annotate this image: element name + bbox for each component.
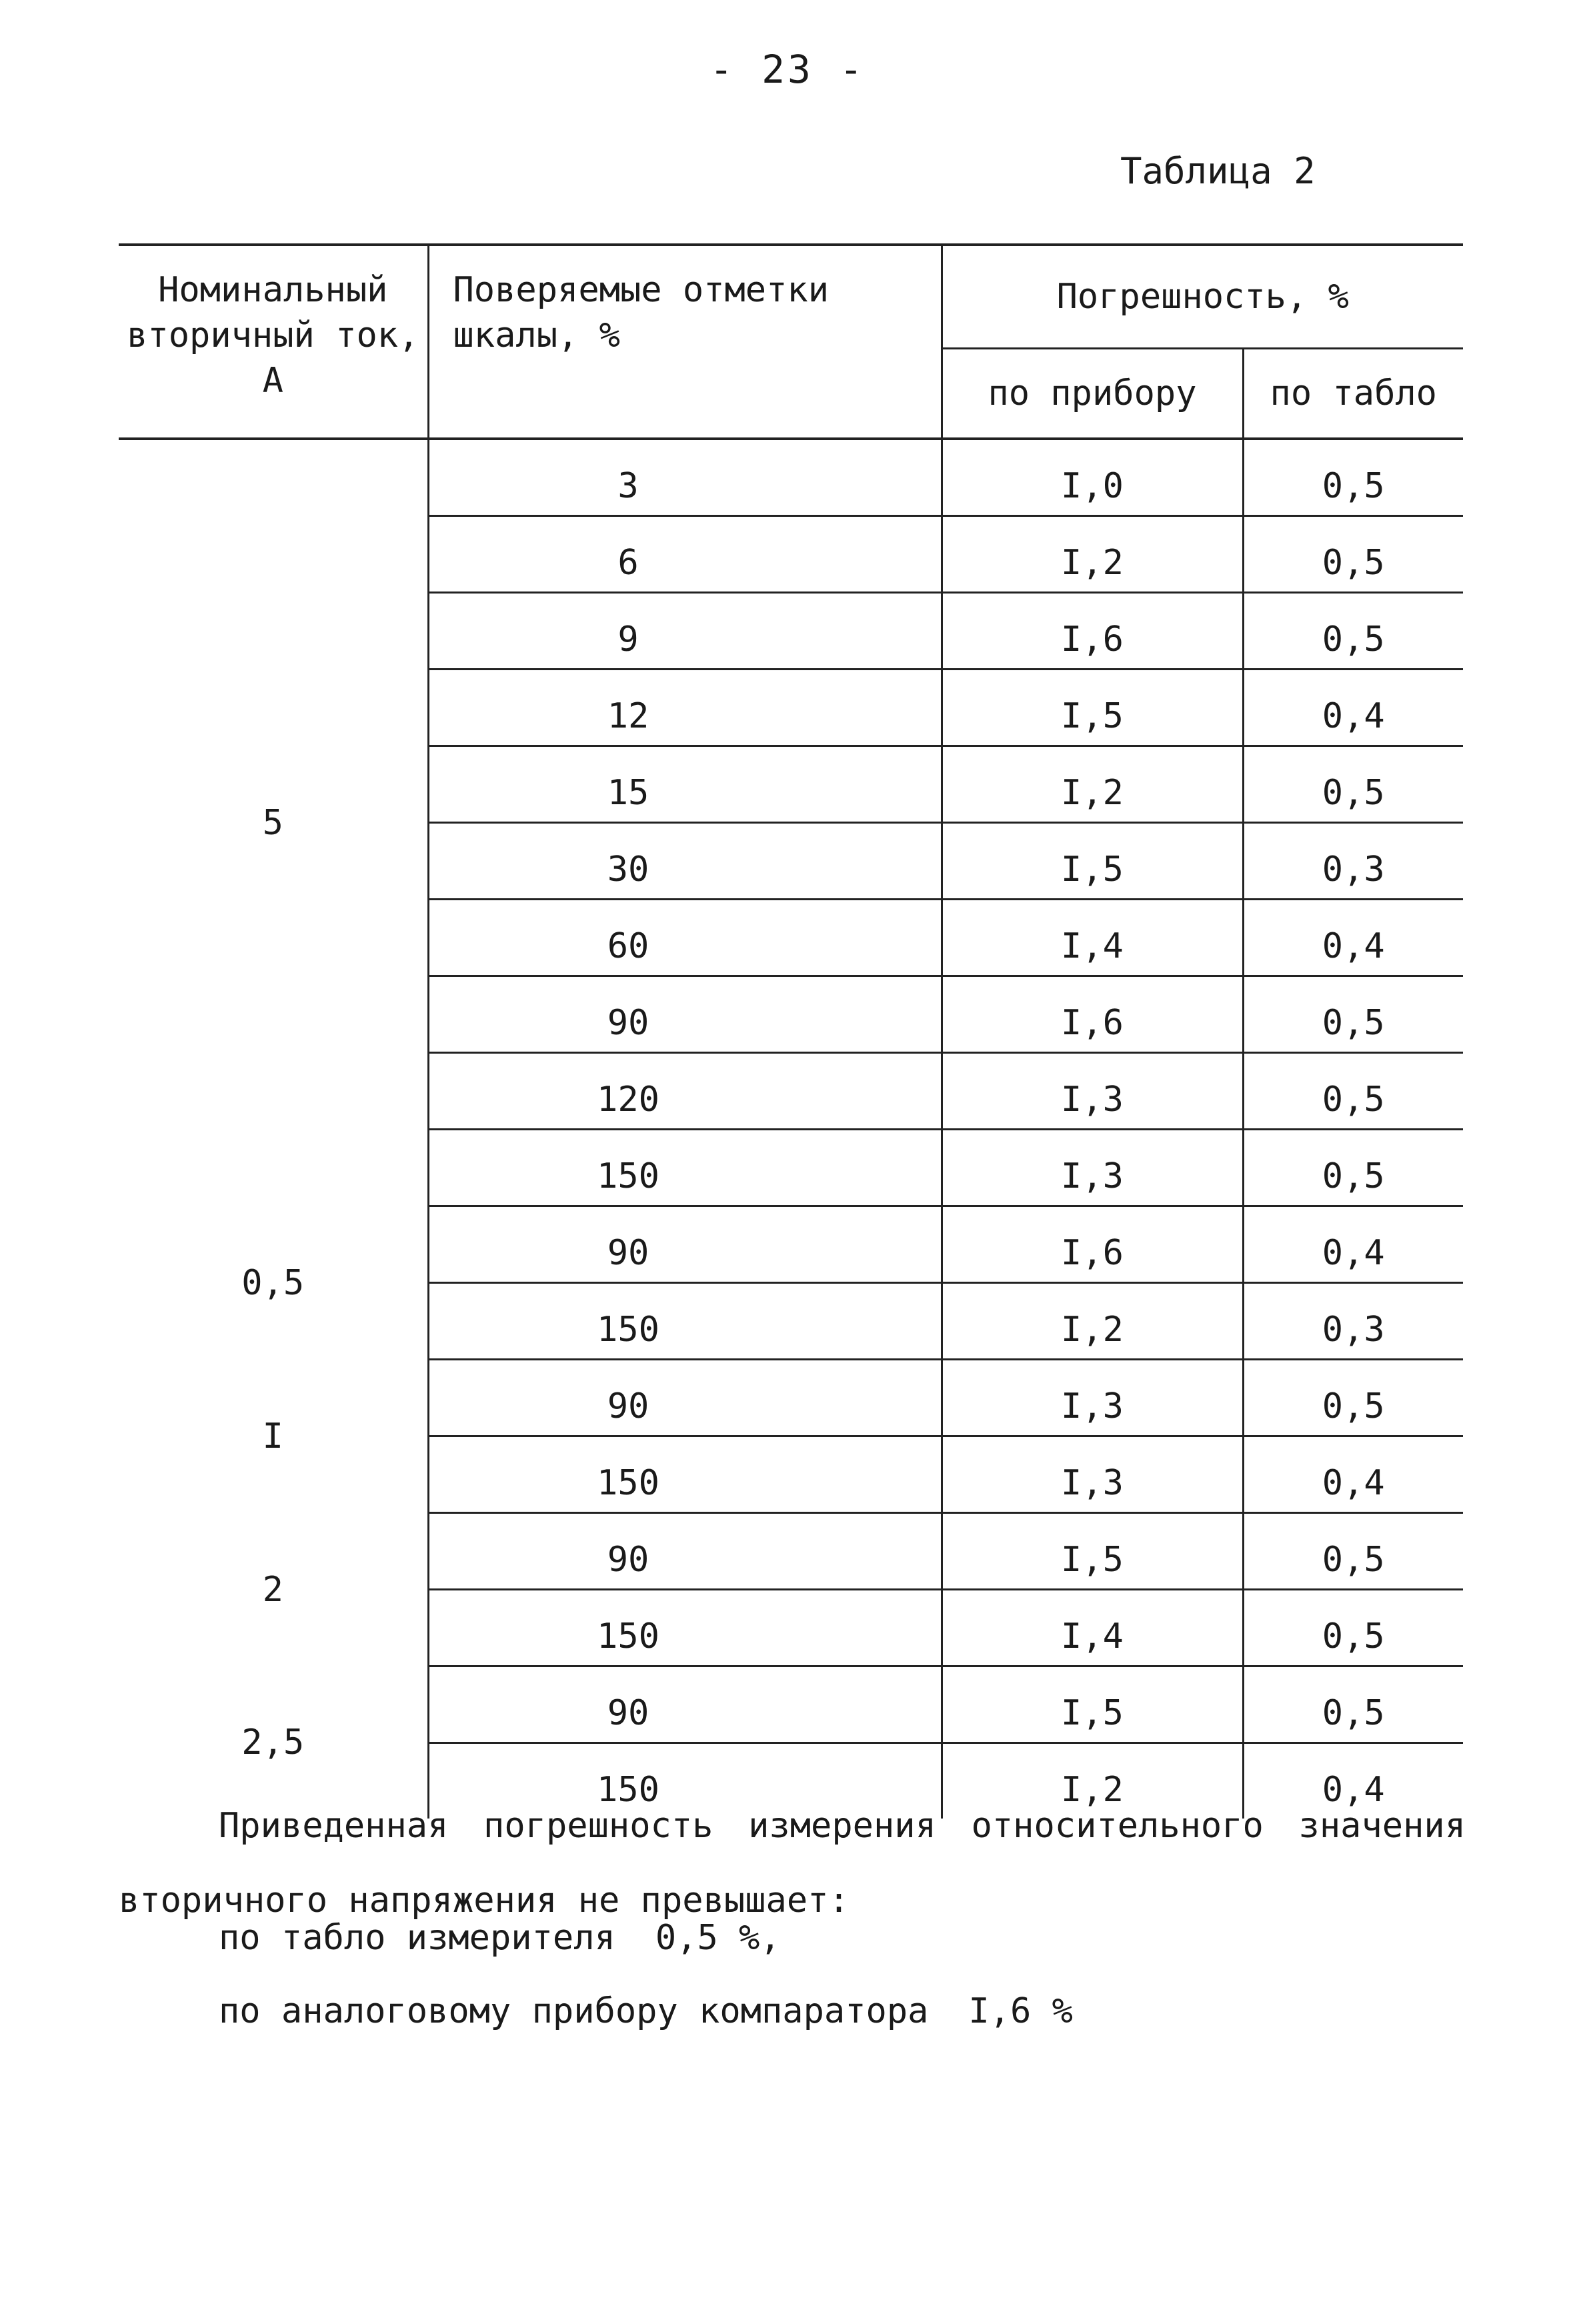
table-container — [119, 243, 1463, 1819]
cell-error-display: 0,5 — [1243, 1053, 1463, 1130]
table-row — [119, 1206, 1463, 1283]
cell-error-display: 0,5 — [1243, 1360, 1463, 1436]
cell-scale-mark: 150 — [428, 1130, 942, 1206]
table-row — [119, 439, 1463, 516]
cell-scale-mark: 150 — [428, 1283, 942, 1360]
cell-error-device: I,3 — [942, 1053, 1243, 1130]
cell-scale-mark: 60 — [428, 900, 942, 976]
summary-line-device — [219, 1974, 1566, 2049]
cell-error-device: I,3 — [942, 1130, 1243, 1206]
cell-error-display: 0,5 — [1243, 1513, 1463, 1590]
cell-error-device: I,5 — [942, 823, 1243, 900]
cell-error-device: I,5 — [942, 1513, 1243, 1590]
cell-error-device: I,5 — [942, 1666, 1243, 1743]
cell-error-display: 0,5 — [1243, 746, 1463, 823]
cell-nominal-current: 2,5 — [119, 1666, 428, 1819]
table-row — [119, 1666, 1463, 1743]
cell-scale-mark: 150 — [428, 1436, 942, 1513]
table-body — [119, 439, 1463, 1819]
cell-error-display: 0,4 — [1243, 900, 1463, 976]
header-nominal-current: Номинальный вторичный ток, А — [119, 245, 428, 439]
cell-error-display: 0,5 — [1243, 593, 1463, 670]
cell-error-device: I,3 — [942, 1436, 1243, 1513]
cell-nominal-current: 2 — [119, 1513, 428, 1666]
cell-error-display: 0,4 — [1243, 670, 1463, 746]
cell-error-device: I,2 — [942, 746, 1243, 823]
table-row — [119, 1360, 1463, 1436]
table-row — [119, 1513, 1463, 1590]
page-number: - 23 - — [709, 47, 866, 92]
cell-scale-mark: 12 — [428, 670, 942, 746]
cell-error-display: 0,5 — [1243, 516, 1463, 593]
header-by-device: по прибору — [942, 349, 1243, 439]
cell-error-display: 0,4 — [1243, 1436, 1463, 1513]
cell-error-display: 0,3 — [1243, 823, 1463, 900]
cell-error-device: I,3 — [942, 1360, 1243, 1436]
cell-error-display: 0,5 — [1243, 1666, 1463, 1743]
table-caption: Таблица 2 — [1120, 150, 1316, 192]
header-scale-marks: Поверяемые отметки шкалы, % — [428, 245, 942, 439]
error-table — [119, 243, 1463, 1819]
summary-line-display — [219, 1901, 1566, 1975]
cell-error-device: I,4 — [942, 1590, 1243, 1666]
cell-scale-mark: 150 — [428, 1743, 942, 1819]
cell-scale-mark: 15 — [428, 746, 942, 823]
device-label: по аналоговому прибору компаратора — [219, 1991, 929, 2031]
cell-error-display: 0,5 — [1243, 439, 1463, 516]
cell-nominal-current: 0,5 — [119, 1206, 428, 1360]
cell-scale-mark: 3 — [428, 439, 942, 516]
cell-error-device: I,6 — [942, 593, 1243, 670]
cell-error-device: I,0 — [942, 439, 1243, 516]
cell-error-display: 0,5 — [1243, 1130, 1463, 1206]
cell-error-display: 0,5 — [1243, 976, 1463, 1053]
cell-scale-mark: 9 — [428, 593, 942, 670]
cell-nominal-current: 5 — [119, 439, 428, 1206]
cell-scale-mark: 90 — [428, 1513, 942, 1590]
header-by-display: по табло — [1243, 349, 1463, 439]
cell-error-device: I,4 — [942, 900, 1243, 976]
cell-scale-mark: 30 — [428, 823, 942, 900]
cell-error-display: 0,5 — [1243, 1590, 1463, 1666]
cell-scale-mark: 120 — [428, 1053, 942, 1130]
summary-paragraph: Приведенная погрешность измерения относительного значения вторичного напряжения не превышает: — [119, 1806, 1466, 1921]
cell-error-device: I,2 — [942, 516, 1243, 593]
cell-scale-mark: 90 — [428, 976, 942, 1053]
cell-error-display: 0,4 — [1243, 1206, 1463, 1283]
header-error: Погрешность, % — [942, 245, 1463, 349]
cell-error-display: 0,4 — [1322, 1770, 1385, 1810]
cell-error-display: 0,3 — [1243, 1283, 1463, 1360]
cell-error-device: I,2 — [942, 1743, 1243, 1819]
cell-error-device: I,6 — [942, 1206, 1243, 1283]
cell-error-device: I,6 — [942, 976, 1243, 1053]
cell-scale-mark: 6 — [428, 516, 942, 593]
cell-scale-mark: 150 — [428, 1590, 942, 1666]
cell-scale-mark: 90 — [428, 1206, 942, 1283]
device-value: I,6 % — [968, 1991, 1073, 2031]
table-header — [119, 245, 1463, 439]
cell-nominal-current: I — [119, 1360, 428, 1513]
cell-scale-mark: 90 — [428, 1360, 942, 1436]
display-label: по табло измерителя — [219, 1918, 615, 1958]
cell-error-device: I,5 — [942, 670, 1243, 746]
cell-scale-mark: 90 — [428, 1666, 942, 1743]
cell-error-device: I,2 — [942, 1283, 1243, 1360]
display-value: 0,5 %, — [655, 1918, 781, 1958]
